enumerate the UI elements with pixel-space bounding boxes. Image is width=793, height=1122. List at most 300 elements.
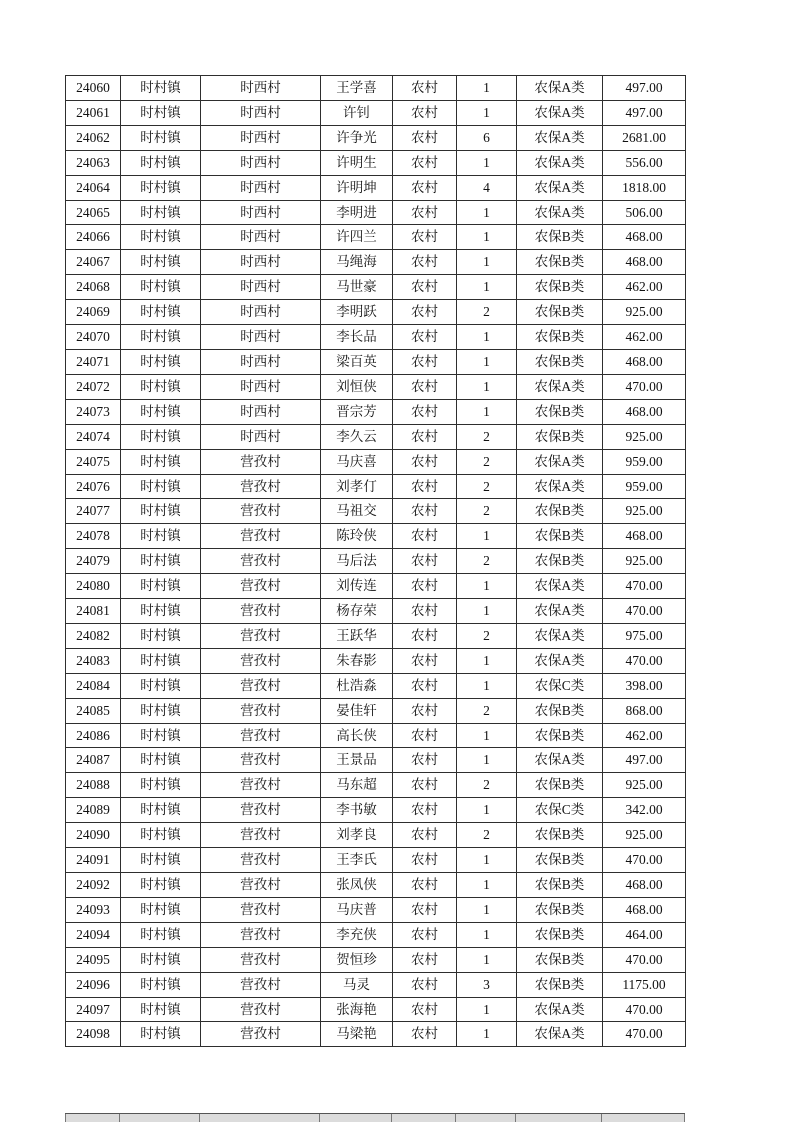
clipped-cell [65, 1114, 120, 1122]
cell-name: 王跃华 [321, 623, 393, 648]
cell-count: 1 [457, 200, 517, 225]
cell-count: 2 [457, 773, 517, 798]
cell-town: 时村镇 [121, 100, 201, 125]
cell-type: 农村 [393, 150, 457, 175]
table-row [66, 574, 686, 599]
cell-type: 农村 [393, 275, 457, 300]
cell-town: 时村镇 [121, 200, 201, 225]
cell-count: 2 [457, 424, 517, 449]
cell-count: 1 [457, 798, 517, 823]
cell-id: 24060 [66, 76, 121, 101]
cell-town: 时村镇 [121, 873, 201, 898]
cell-name: 马庆喜 [321, 449, 393, 474]
cell-type: 农村 [393, 374, 457, 399]
cell-village: 时西村 [201, 175, 321, 200]
cell-town: 时村镇 [121, 773, 201, 798]
cell-category: 农保A类 [517, 574, 603, 599]
cell-category: 农保A类 [517, 175, 603, 200]
cell-amount: 470.00 [603, 648, 686, 673]
cell-type: 农村 [393, 175, 457, 200]
cell-count: 1 [457, 723, 517, 748]
cell-town: 时村镇 [121, 125, 201, 150]
cell-id: 24095 [66, 947, 121, 972]
cell-amount: 398.00 [603, 673, 686, 698]
cell-count: 1 [457, 399, 517, 424]
cell-village: 营孜村 [201, 499, 321, 524]
cell-name: 马祖交 [321, 499, 393, 524]
cell-type: 农村 [393, 922, 457, 947]
table-row [66, 399, 686, 424]
cell-count: 1 [457, 150, 517, 175]
cell-type: 农村 [393, 997, 457, 1022]
cell-town: 时村镇 [121, 325, 201, 350]
cell-amount: 975.00 [603, 623, 686, 648]
cell-count: 1 [457, 76, 517, 101]
cell-category: 农保B类 [517, 873, 603, 898]
cell-id: 24062 [66, 125, 121, 150]
cell-count: 2 [457, 300, 517, 325]
clipped-cell [392, 1114, 456, 1122]
cell-amount: 464.00 [603, 922, 686, 947]
cell-category: 农保A类 [517, 150, 603, 175]
cell-type: 农村 [393, 972, 457, 997]
cell-name: 陈玲侠 [321, 524, 393, 549]
table-row [66, 972, 686, 997]
cell-amount: 470.00 [603, 599, 686, 624]
cell-category: 农保B类 [517, 823, 603, 848]
cell-type: 农村 [393, 623, 457, 648]
cell-name: 杜浩淼 [321, 673, 393, 698]
cell-town: 时村镇 [121, 947, 201, 972]
cell-id: 24078 [66, 524, 121, 549]
cell-id: 24090 [66, 823, 121, 848]
cell-name: 晋宗芳 [321, 399, 393, 424]
cell-id: 24077 [66, 499, 121, 524]
cell-category: 农保B类 [517, 300, 603, 325]
cell-name: 梁百英 [321, 349, 393, 374]
cell-category: 农保B类 [517, 349, 603, 374]
cell-town: 时村镇 [121, 698, 201, 723]
cell-category: 农保B类 [517, 250, 603, 275]
cell-category: 农保B类 [517, 275, 603, 300]
cell-count: 1 [457, 873, 517, 898]
cell-name: 刘孝良 [321, 823, 393, 848]
cell-village: 时西村 [201, 250, 321, 275]
cell-id: 24088 [66, 773, 121, 798]
cell-village: 时西村 [201, 100, 321, 125]
cell-type: 农村 [393, 574, 457, 599]
cell-amount: 1818.00 [603, 175, 686, 200]
table-row [66, 524, 686, 549]
cell-town: 时村镇 [121, 1022, 201, 1047]
cell-category: 农保B类 [517, 325, 603, 350]
cell-id: 24081 [66, 599, 121, 624]
table-row [66, 773, 686, 798]
cell-id: 24093 [66, 897, 121, 922]
cell-count: 1 [457, 225, 517, 250]
cell-type: 农村 [393, 399, 457, 424]
cell-amount: 925.00 [603, 773, 686, 798]
cell-count: 2 [457, 823, 517, 848]
cell-type: 农村 [393, 300, 457, 325]
cell-village: 营孜村 [201, 574, 321, 599]
clipped-next-row [65, 1113, 685, 1122]
cell-town: 时村镇 [121, 922, 201, 947]
cell-category: 农保B类 [517, 698, 603, 723]
cell-type: 农村 [393, 250, 457, 275]
cell-id: 24071 [66, 349, 121, 374]
table-row [66, 200, 686, 225]
cell-amount: 468.00 [603, 250, 686, 275]
cell-type: 农村 [393, 947, 457, 972]
cell-amount: 470.00 [603, 947, 686, 972]
cell-amount: 959.00 [603, 449, 686, 474]
table-row [66, 175, 686, 200]
cell-count: 3 [457, 972, 517, 997]
cell-id: 24082 [66, 623, 121, 648]
cell-name: 李明跃 [321, 300, 393, 325]
table-row [66, 823, 686, 848]
cell-amount: 868.00 [603, 698, 686, 723]
cell-name: 许钊 [321, 100, 393, 125]
cell-id: 24080 [66, 574, 121, 599]
cell-village: 时西村 [201, 374, 321, 399]
table-row [66, 673, 686, 698]
cell-category: 农保B类 [517, 897, 603, 922]
clipped-cell [320, 1114, 392, 1122]
table-row [66, 150, 686, 175]
cell-category: 农保A类 [517, 374, 603, 399]
cell-town: 时村镇 [121, 449, 201, 474]
table-row [66, 648, 686, 673]
cell-type: 农村 [393, 449, 457, 474]
cell-name: 李书敏 [321, 798, 393, 823]
cell-town: 时村镇 [121, 175, 201, 200]
cell-category: 农保A类 [517, 449, 603, 474]
cell-name: 马绳海 [321, 250, 393, 275]
cell-id: 24064 [66, 175, 121, 200]
table-row [66, 623, 686, 648]
cell-count: 2 [457, 449, 517, 474]
cell-name: 许明生 [321, 150, 393, 175]
cell-town: 时村镇 [121, 648, 201, 673]
cell-count: 6 [457, 125, 517, 150]
cell-type: 农村 [393, 474, 457, 499]
cell-village: 营孜村 [201, 922, 321, 947]
cell-name: 杨存荣 [321, 599, 393, 624]
cell-count: 2 [457, 474, 517, 499]
cell-id: 24091 [66, 848, 121, 873]
clipped-cell [456, 1114, 516, 1122]
cell-category: 农保B类 [517, 922, 603, 947]
cell-name: 朱春影 [321, 648, 393, 673]
cell-name: 许明坤 [321, 175, 393, 200]
cell-type: 农村 [393, 823, 457, 848]
cell-village: 营孜村 [201, 897, 321, 922]
cell-type: 农村 [393, 723, 457, 748]
cell-category: 农保B类 [517, 848, 603, 873]
cell-name: 张凤侠 [321, 873, 393, 898]
cell-id: 24092 [66, 873, 121, 898]
cell-town: 时村镇 [121, 225, 201, 250]
cell-name: 马后法 [321, 549, 393, 574]
table-row [66, 922, 686, 947]
cell-amount: 497.00 [603, 100, 686, 125]
cell-count: 1 [457, 997, 517, 1022]
cell-amount: 470.00 [603, 997, 686, 1022]
cell-type: 农村 [393, 648, 457, 673]
cell-name: 贺恒珍 [321, 947, 393, 972]
cell-amount: 2681.00 [603, 125, 686, 150]
cell-village: 营孜村 [201, 748, 321, 773]
cell-id: 24086 [66, 723, 121, 748]
cell-type: 农村 [393, 76, 457, 101]
cell-town: 时村镇 [121, 574, 201, 599]
cell-town: 时村镇 [121, 399, 201, 424]
cell-amount: 468.00 [603, 897, 686, 922]
cell-village: 营孜村 [201, 798, 321, 823]
cell-id: 24094 [66, 922, 121, 947]
clipped-cell [516, 1114, 602, 1122]
cell-id: 24063 [66, 150, 121, 175]
cell-town: 时村镇 [121, 300, 201, 325]
cell-id: 24089 [66, 798, 121, 823]
cell-village: 营孜村 [201, 623, 321, 648]
cell-name: 马梁艳 [321, 1022, 393, 1047]
cell-id: 24069 [66, 300, 121, 325]
cell-count: 1 [457, 922, 517, 947]
cell-village: 时西村 [201, 300, 321, 325]
table-row [66, 698, 686, 723]
cell-id: 24084 [66, 673, 121, 698]
cell-count: 1 [457, 748, 517, 773]
records-table [65, 75, 686, 1047]
spreadsheet-page [65, 75, 686, 1047]
table-row [66, 250, 686, 275]
table-body [66, 76, 686, 1047]
cell-id: 24065 [66, 200, 121, 225]
cell-village: 时西村 [201, 76, 321, 101]
cell-town: 时村镇 [121, 374, 201, 399]
cell-name: 王景品 [321, 748, 393, 773]
cell-village: 时西村 [201, 125, 321, 150]
cell-category: 农保C类 [517, 673, 603, 698]
cell-category: 农保A类 [517, 200, 603, 225]
cell-town: 时村镇 [121, 623, 201, 648]
cell-amount: 462.00 [603, 275, 686, 300]
cell-amount: 470.00 [603, 1022, 686, 1047]
table-row [66, 748, 686, 773]
cell-id: 24061 [66, 100, 121, 125]
cell-type: 农村 [393, 873, 457, 898]
cell-type: 农村 [393, 499, 457, 524]
cell-count: 1 [457, 1022, 517, 1047]
table-row [66, 474, 686, 499]
cell-type: 农村 [393, 125, 457, 150]
cell-id: 24079 [66, 549, 121, 574]
cell-category: 农保A类 [517, 125, 603, 150]
cell-name: 李充侠 [321, 922, 393, 947]
cell-village: 营孜村 [201, 698, 321, 723]
cell-amount: 959.00 [603, 474, 686, 499]
cell-town: 时村镇 [121, 549, 201, 574]
cell-category: 农保A类 [517, 623, 603, 648]
cell-name: 李长品 [321, 325, 393, 350]
cell-amount: 470.00 [603, 374, 686, 399]
cell-amount: 497.00 [603, 76, 686, 101]
cell-type: 农村 [393, 225, 457, 250]
cell-category: 农保B类 [517, 424, 603, 449]
cell-village: 营孜村 [201, 524, 321, 549]
cell-name: 马灵 [321, 972, 393, 997]
cell-amount: 468.00 [603, 349, 686, 374]
cell-type: 农村 [393, 748, 457, 773]
cell-town: 时村镇 [121, 748, 201, 773]
cell-amount: 468.00 [603, 225, 686, 250]
cell-name: 张海艳 [321, 997, 393, 1022]
cell-type: 农村 [393, 524, 457, 549]
cell-category: 农保B类 [517, 499, 603, 524]
cell-count: 2 [457, 623, 517, 648]
cell-name: 刘传连 [321, 574, 393, 599]
table-row [66, 723, 686, 748]
cell-count: 1 [457, 100, 517, 125]
cell-amount: 925.00 [603, 823, 686, 848]
cell-village: 时西村 [201, 150, 321, 175]
cell-name: 李明进 [321, 200, 393, 225]
cell-amount: 925.00 [603, 499, 686, 524]
cell-village: 营孜村 [201, 773, 321, 798]
cell-village: 营孜村 [201, 947, 321, 972]
cell-count: 1 [457, 374, 517, 399]
cell-town: 时村镇 [121, 823, 201, 848]
table-row [66, 848, 686, 873]
table-row [66, 1022, 686, 1047]
cell-name: 马东超 [321, 773, 393, 798]
cell-category: 农保B类 [517, 549, 603, 574]
cell-village: 时西村 [201, 325, 321, 350]
cell-amount: 556.00 [603, 150, 686, 175]
cell-category: 农保A类 [517, 748, 603, 773]
clipped-cell [602, 1114, 685, 1122]
cell-count: 1 [457, 648, 517, 673]
cell-name: 刘孝仃 [321, 474, 393, 499]
table-row [66, 897, 686, 922]
cell-category: 农保B类 [517, 723, 603, 748]
cell-id: 24075 [66, 449, 121, 474]
cell-type: 农村 [393, 200, 457, 225]
cell-count: 2 [457, 698, 517, 723]
cell-amount: 468.00 [603, 399, 686, 424]
cell-town: 时村镇 [121, 424, 201, 449]
cell-count: 1 [457, 673, 517, 698]
cell-type: 农村 [393, 897, 457, 922]
cell-name: 许争光 [321, 125, 393, 150]
cell-name: 王李氏 [321, 848, 393, 873]
cell-town: 时村镇 [121, 599, 201, 624]
cell-type: 农村 [393, 100, 457, 125]
cell-id: 24076 [66, 474, 121, 499]
cell-name: 马庆普 [321, 897, 393, 922]
cell-town: 时村镇 [121, 275, 201, 300]
cell-town: 时村镇 [121, 972, 201, 997]
cell-id: 24083 [66, 648, 121, 673]
cell-village: 营孜村 [201, 848, 321, 873]
cell-category: 农保A类 [517, 997, 603, 1022]
cell-type: 农村 [393, 698, 457, 723]
cell-town: 时村镇 [121, 76, 201, 101]
cell-village: 营孜村 [201, 673, 321, 698]
cell-category: 农保B类 [517, 773, 603, 798]
cell-type: 农村 [393, 773, 457, 798]
table-row [66, 100, 686, 125]
cell-count: 1 [457, 947, 517, 972]
table-row [66, 599, 686, 624]
clipped-cell [120, 1114, 200, 1122]
cell-town: 时村镇 [121, 349, 201, 374]
cell-id: 24073 [66, 399, 121, 424]
cell-category: 农保A类 [517, 474, 603, 499]
cell-count: 1 [457, 848, 517, 873]
cell-id: 24072 [66, 374, 121, 399]
cell-id: 24070 [66, 325, 121, 350]
cell-count: 1 [457, 599, 517, 624]
cell-category: 农保A类 [517, 100, 603, 125]
cell-village: 时西村 [201, 225, 321, 250]
cell-amount: 497.00 [603, 748, 686, 773]
cell-type: 农村 [393, 349, 457, 374]
cell-type: 农村 [393, 1022, 457, 1047]
cell-type: 农村 [393, 549, 457, 574]
cell-count: 1 [457, 250, 517, 275]
cell-id: 24067 [66, 250, 121, 275]
table-row [66, 549, 686, 574]
cell-id: 24066 [66, 225, 121, 250]
table-row [66, 424, 686, 449]
cell-amount: 470.00 [603, 848, 686, 873]
cell-type: 农村 [393, 424, 457, 449]
table-row [66, 947, 686, 972]
cell-category: 农保C类 [517, 798, 603, 823]
cell-count: 1 [457, 574, 517, 599]
cell-id: 24097 [66, 997, 121, 1022]
cell-village: 营孜村 [201, 873, 321, 898]
table-row [66, 76, 686, 101]
cell-town: 时村镇 [121, 499, 201, 524]
cell-count: 1 [457, 325, 517, 350]
cell-amount: 468.00 [603, 524, 686, 549]
cell-category: 农保B类 [517, 947, 603, 972]
cell-type: 农村 [393, 325, 457, 350]
cell-town: 时村镇 [121, 673, 201, 698]
table-row [66, 449, 686, 474]
table-row [66, 125, 686, 150]
cell-count: 4 [457, 175, 517, 200]
cell-category: 农保A类 [517, 648, 603, 673]
cell-village: 营孜村 [201, 723, 321, 748]
cell-village: 营孜村 [201, 648, 321, 673]
cell-amount: 470.00 [603, 574, 686, 599]
cell-name: 刘恒侠 [321, 374, 393, 399]
cell-name: 晏佳轩 [321, 698, 393, 723]
cell-village: 营孜村 [201, 997, 321, 1022]
cell-town: 时村镇 [121, 474, 201, 499]
table-row [66, 349, 686, 374]
cell-id: 24098 [66, 1022, 121, 1047]
cell-name: 高长侠 [321, 723, 393, 748]
table-row [66, 374, 686, 399]
cell-village: 时西村 [201, 200, 321, 225]
